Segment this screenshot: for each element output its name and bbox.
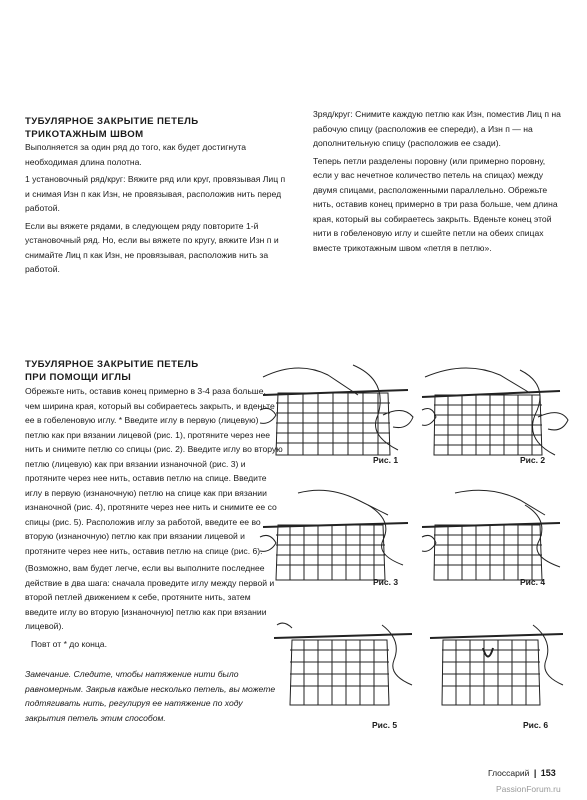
figure-1-illustration: [258, 355, 418, 465]
figure-4-label: Рис. 4: [520, 577, 546, 587]
figure-3-label: Рис. 3: [373, 577, 399, 587]
figure-6: [428, 620, 570, 730]
section1-paragraph: 3ряд/круг: Снимите каждую петлю как Изн, поместив Лиц п на рабочую спицу (расположив ее спереди), а Изн п — на дополнительную спицу (расположив ее сзади).: [313, 109, 561, 148]
footer-section-label: Глоссарий: [488, 768, 530, 778]
figure-3-illustration: [258, 485, 418, 585]
note-label: Замечание.: [25, 669, 72, 679]
section2-text: [25, 384, 283, 654]
page-footer: [488, 763, 556, 781]
figure-4: [420, 485, 570, 597]
watermark: PassionForum.ru: [496, 784, 561, 794]
figure-2-illustration: [420, 355, 570, 465]
section1-paragraph: 1 установочный ряд/круг: Вяжите ряд или круг, провязывая Лиц п и снимая Изн п как Изн, не провязывая, расположив нить перед работой.: [25, 174, 286, 213]
figure-1-label: Рис. 1: [373, 455, 399, 465]
figure-1: [258, 355, 418, 475]
figure-2: [420, 355, 570, 475]
figure-5-illustration: [272, 620, 422, 720]
section1-right-column: [313, 107, 565, 258]
figure-6-label: Рис. 6: [523, 720, 549, 730]
section1-title-line1: ТУБУЛЯРНОЕ ЗАКРЫТИЕ ПЕТЕЛЬ: [25, 116, 199, 127]
figure-4-illustration: [420, 485, 570, 585]
figure-3: [258, 485, 418, 597]
section1-paragraph: Теперь петли разделены поровну (или примерно поровну, если у вас нечетное количество петель на спицах) между двумя спицами, расположенными параллельно. Обрежьте нить, оставив конец примерно в три раза больше, чем длина края, который вы собираетесь закрыть. Вденьте конец этой нити в гобеленовую иглу и сшейте петли на обеих спицах вместе трикотажным швом «петля в петлю».: [313, 155, 558, 253]
figure-5-label: Рис. 5: [372, 720, 398, 730]
section1-title: [25, 115, 285, 141]
section2-title: [25, 358, 285, 384]
section2-note: [25, 667, 283, 725]
figure-5: [272, 620, 422, 730]
section1-title-line2: ТРИКОТАЖНЫМ ШВОМ: [25, 129, 144, 140]
figure-2-label: Рис. 2: [520, 455, 546, 465]
figure-6-illustration: [428, 620, 570, 720]
section2-paragraph: (Возможно, вам будет легче, если вы выполните последнее действие в два шага: сначала проведите иглу между первой и второй петлей движением к себе, протяните нить, затем введите иглу во вторую [изнаночную] петлю как при вязании лицевой).: [25, 563, 275, 631]
note-text: Следите, чтобы натяжение нити было равномерным. Закрыв каждые несколько петель, вы можете подтягивать нить, регулируя ее натяжение по ходу закрытия петель этим способом.: [25, 669, 276, 723]
page-number: 153: [540, 768, 556, 778]
footer-separator: |: [533, 768, 537, 778]
section1-left-column: [25, 140, 287, 280]
section2-paragraph: Обрежьте нить, оставив конец примерно в 3-4 раза больше, чем ширина края, который вы собираетесь закрыть, и вденьте ее в гобеленовую иглу. * Введите иглу в первую (лицевую) петлю как при вязании лицевой (рис. 1), протяните через нее нить и снимите петлю со спицы (рис. 2). Введите иглу во вторую петлю (лицевую) как при вязании изнаночной (рис. 3) и протяните через нее нить, оставив петлю на спице. Введите иглу в первую (изнаночную) петлю на спице как при вязании изнаночной (рис. 4), протяните через нее нить и снимите ее со спицы (рис. 5). Расположив иглу за работой, введите ее во вторую (изнаночную) петлю как при вязании лицевой и протяните через нее нить, оставив петлю на спице (рис. 6).: [25, 386, 283, 556]
section2-paragraph: Повт от * до конца.: [31, 638, 107, 649]
section2-title-line2: ПРИ ПОМОЩИ ИГЛЫ: [25, 372, 132, 383]
section2-title-line1: ТУБУЛЯРНОЕ ЗАКРЫТИЕ ПЕТЕЛЬ: [25, 359, 199, 370]
section1-paragraph: Если вы вяжете рядами, в следующем ряду повторите 1-й установочный ряд. Но, если вы вяжете по кругу, вяжите Изн п и снимайте Лиц п как Изн, не провязывая, расположив нить за работой.: [25, 220, 279, 274]
section1-paragraph: Выполняется за один ряд до того, как будет достигнута необходимая длина полотна.: [25, 142, 246, 167]
